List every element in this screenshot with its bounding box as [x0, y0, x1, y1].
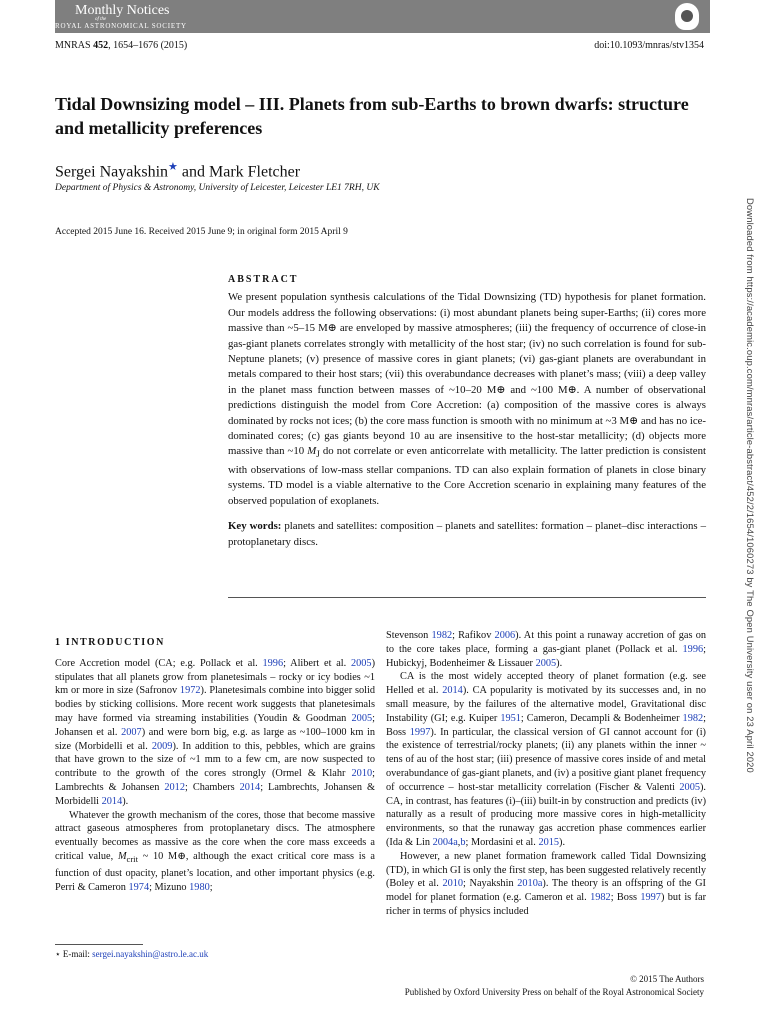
journal-of: of the [95, 17, 107, 22]
download-watermark: Downloaded from https://academic.oup.com/mnras/article-abstract/452/2/1654/1060273 by The Open University user on 23 April 2020 [745, 198, 756, 773]
journal-name: Monthly Notices [75, 3, 170, 18]
article-title: Tidal Downsizing model – III. Planets from sub-Earths to brown dwarfs: structure and metallicity preferences [55, 94, 689, 138]
column-right [386, 629, 706, 919]
keywords-label: Key words: [228, 520, 282, 533]
affiliation: Department of Physics & Astronomy, University of Leicester, Leicester LE1 7RH, UK [55, 183, 380, 193]
publisher-line: Published by Oxford University Press on behalf of the Royal Astronomical Society [404, 987, 704, 997]
paragraph: However, a new planet formation framework called Tidal Downsizing (TD), in which GI is only the first step, has been suggested relatively recently (Boley et al. 2010; Nayakshin 2010a). The theory is an offspring of the GI model for planet formation (e.g. Cameron et al. 1982; Boss 1997) but is far richer in terms of physics included [386, 850, 706, 917]
copyright: © 2015 The Authors [630, 974, 704, 984]
abstract-heading: ABSTRACT [228, 274, 299, 285]
keywords-list: planets and satellites: composition – planets and satellites: formation – planet–disc interactions – protoplanetary discs. [228, 520, 707, 548]
keywords [228, 519, 706, 550]
paragraph: Whatever the growth mechanism of the cores, those that become massive attract gaseous atmospheres from protoplanetary discs. The atmosphere eventually becomes as massive as the core when the core mass exceeds a critical value, $M_{crit}$ ~ 10 M⊕, although the exact critical core mass is a function of dust opacity, planet’s location, and other important physics (e.g. Perri & Cameron 1974; Mizuno 1980; [55, 809, 375, 893]
abstract [228, 272, 706, 550]
publication-dates: Accepted 2015 June 16. Received 2015 June 9; in original form 2015 April 9 [55, 227, 348, 237]
abstract-text: We present population synthesis calculations of the Tidal Downsizing (TD) hypothesis for planet formation. Our models address the following observations: (i) most abundant planets being super-Earths; (ii) cores more massive than ~5–15 M⊕ are enveloped by massive atmospheres; (iii) the frequency of occurrence of close-in gas-giant planets correlates strongly with metallicity of the host star; (iv) no such correlation is found for sub-Neptune planets; (v) presence of massive cores in giant planets; (vi) gas-giant planets are overabundant in metals compared to their host stars; (vii) this overabundance decreases with planet’s mass; (viii) a deep valley in the planet mass function between masses of ~10–20 M⊕ and ~100 M⊕. A number of observational predictions distinguish the model from Core Accretion: (a) composition of the massive cores is always dominated by rocks not ices; (b) the core mass function is smooth with no minimum at ~3 M⊕ and has no ice-dominated cores; (c) gas giants beyond 10 au are insensitive to the host-star metallicity; (d) objects more massive than ~10 $M_J$ do not correlate or even anticorrelate with metallicity. The latter prediction is consistent with observations of low-mass stellar companions. TD can also explain formation of planets in close binary systems. TD model is a viable alternative to the Core Accretion scenario in explaining many features of the observed population of exoplanets. [228, 291, 706, 507]
abstract-divider [228, 597, 706, 598]
doi[interactable]: doi:10.1093/mnras/stv1354 [594, 40, 704, 51]
paragraph: Stevenson 1982; Rafikov 2006). At this point a runaway accretion of gas on to the core takes place, forming a gas-giant planet (Pollack et al. 1996; Hubickyj, Bodenheimer & Lissauer 2005). [386, 630, 707, 669]
authors: Sergei Nayakshin★ and Mark Fletcher [55, 161, 301, 181]
column-left [55, 636, 375, 894]
paragraph: Core Accretion model (CA; e.g. Pollack et al. 1996; Alibert et al. 2005) stipulates that all planets grow from planetesimals – rocky or icy bodies ~1 km or more in size (Safronov 1972). Planetesimals combine into bigger solid bodies by sticking collisions. More recent work suggests that planetesimals may have formed via streaming instabilities (Youdin & Goodman 2005; Johansen et al. 2007) and were born big, e.g. as large as ~100–1000 km in size (Morbidelli et al. 2009). In addition to this, pebbles, which are grains that have grown to the size of ~1 mm to a few cm, are now suspected to contribute to the growth of the cores strongly (Ormel & Klahr 2010; Lambrechts & Johansen 2012; Chambers 2014; Lambrechts, Johansen & Morbidelli 2014). [55, 657, 375, 807]
society-crest-icon [675, 3, 699, 30]
email-link[interactable]: sergei.nayakshin@astro.le.ac.uk [92, 949, 209, 959]
footnote-divider [55, 944, 143, 945]
journal-reference: MNRAS 452, 1654–1676 (2015) [55, 40, 188, 51]
journal-society: ROYAL ASTRONOMICAL SOCIETY [55, 22, 187, 30]
footnote-email: ⋆ E-mail: sergei.nayakshin@astro.le.ac.uk [55, 949, 209, 959]
journal-masthead [55, 0, 710, 33]
section-heading: 1 INTRODUCTION [55, 637, 165, 648]
paragraph: CA is the most widely accepted theory of planet formation (e.g. see Helled et al. 2014). CA popularity is motivated by its successes and, in no small measure, by the failures of the alternative model, Gravitational disc Instability (GI; e.g. Kuiper 1951; Cameron, Decampli & Bodenheimer 1982; Boss 1997). In particular, the classical version of GI cannot account for (i) the existence of terrestrial/rocky planets; (ii) any planets within the inner ~ tens of au of the host star; (iii) presence of massive cores inside of and metal overabundance of gas-giant planets, and (iv) a positive giant planet frequency of occurrence – host-star metallicity correlation (Fischer & Valenti 2005). CA, in contrast, has features (i)–(iii) built-in by construction and predicts (iv) naturally as a result of producing more massive cores in high-metallicity environments, so that the runaway gas accretion phase commences earlier (Ida & Lin 2004a,b; Mordasini et al. 2015). [386, 671, 707, 848]
footnote-star-icon[interactable]: ★ [168, 161, 178, 173]
